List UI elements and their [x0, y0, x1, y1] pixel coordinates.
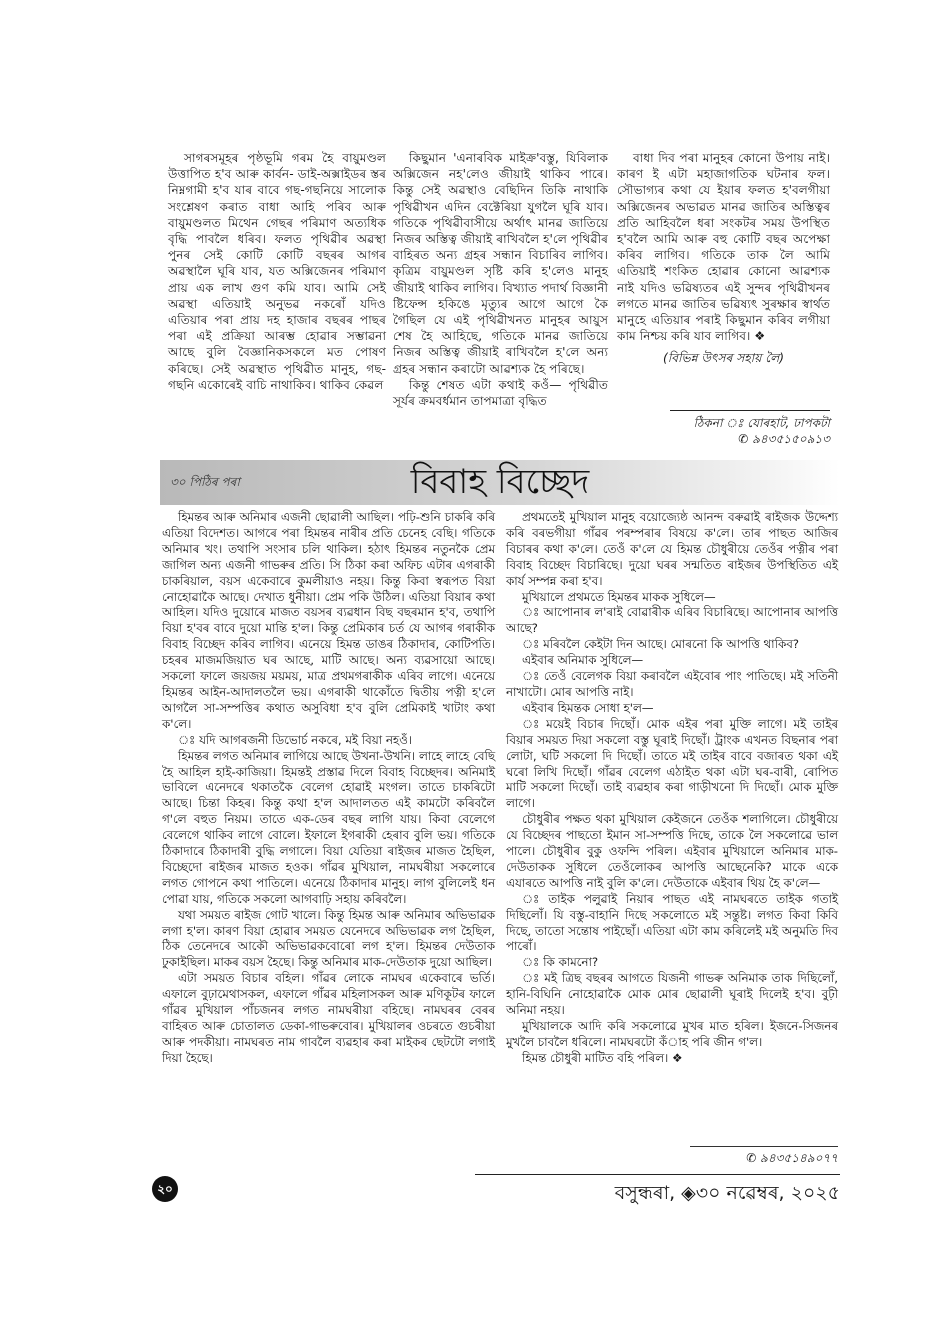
paragraph: প্ৰথমতেই মুখিয়াল মানুহ বয়োজ্যেষ্ঠ আনন্দ বৰুৱাই ৰাইজক উদ্দেশ্য কৰি বৰভগীয়া গাঁৱৰ পৰম্পৰাৰ বিষয়ে ক'লে। তাৰ পাছত আজিৰ বিচাৰৰ কথা ক'লে। তেওঁ ক'লে যে হিমন্ত চৌধুৰীয়ে তেওঁৰ পত্নীৰ পৰা বিবাহ বিচ্ছেদ বিচাৰিছে। দুয়ো ঘৰৰ সন্মতিত ৰাইজৰ উপস্থিতিত এই কাৰ্য সম্পন্ন কৰা হ'ব। — [506, 510, 838, 588]
paragraph: ঃ মই ত্ৰিছ বছৰৰ আগতে যিজনী গাভৰু অনিমাক তাক দিছিলোঁ, হানি-বিঘিনি নোহোৱাকৈ মোক মোৰ ছোৱালী ঘূৰাই দিলেই হ'ব। বুঢ়ী অনিমা নহয়। — [506, 971, 838, 1018]
paragraph: হিমন্তৰ লগত অনিমাৰ লাগিয়ে আছে উখনা-উখনি। লাহে লাহে বেছি হৈ আহিল হাই-কাজিয়া। হিমন্তই প্ৰস্তাৱ দিলে বিবাহ বিচ্ছেদৰ। অনিমাই ভাবিলে এনেদৰে থকাতকৈ বেলেগ হোৱাই মংগল। তাতে চাকৰিটো আছে। চিন্তা কিহৰ। কিন্তু কথা হ'ল আদালতত এই কামটো কৰিবলৈ গ'লে বহুত নিয়ম। তাতে এক-ডেৰ বছৰ লাগি যায়। কিবা বেলেগে বেলেগে থাকিব লাগে বোলে। ইফালে ইগৰাকী হেৰাব বুলি ভয়। গতিকে ঠিকাদাৰে ঠিকাদাৰী বুদ্ধি লগালে। বিয়া যেতিয়া ৰাইজৰ মাজত হৈছিল, বিচ্ছেদো ৰাইজৰ মাজত হওক। গাঁৱৰ মুখিয়াল, নামঘৰীয়া সকলোৰে লগত গোপনে কথা পাতিলে। এনেয়ে ঠিকাদাৰ মানুহ। লাগ বুলিলেই ধন পোৱা যায়, গতিকে সকলো আগবাঢ়ি সহায় কৰিবলৈ। — [162, 748, 495, 906]
story-column-right — [506, 510, 838, 1067]
story-title: বিবাহ বিচ্ছেদ — [410, 462, 590, 502]
author-contact — [670, 410, 830, 447]
story-column-left — [162, 510, 495, 1067]
paragraph: হিমন্তৰ আৰু অনিমাৰ এজনী ছোৱালী আছিল। পঢ়ি-শুনি চাকৰি কৰি এতিয়া বিদেশত। আগৰে পৰা হিমন্তৰ নাৰীৰ প্ৰতি চেনেহ বেছি। গতিকে অনিমাৰ খং। তথাপি সংসাৰ চলি থাকিল। হঠাৎ হিমন্তৰ নতুনকৈ প্ৰেম জাগিল অন্য এজনী গাভৰুৰ প্ৰতি। সি ঠিকা কৰা অফিচ এটাৰ এগৰাকী চাকৰিয়াল, বয়স একেবাৰে কুমলীয়াও নহয়। কিন্তু কিবা স্বৰূপত বিয়া নোহোৱাকৈ আছে। দেখাত ধুনীয়া। প্ৰেম পকি উঠিল। এতিয়া বিয়াৰ কথা আহিল। যদিও দুয়োৰে মাজত বয়সৰ ব্যৱধান বিছ বছৰমান হ'ব, তথাপি বিয়া হ'বৰ বাবে দুয়ো মান্তি হ'ল। কিন্তু প্ৰেমিকাৰ চৰ্ত যে আগৰ গৰাকীক বিবাহ বিচ্ছেদ কৰিব লাগিব। এনেয়ে হিমন্ত ডাঙৰ ঠিকাদাৰ, কোটিপতি। চহৰৰ মাজমজিয়াত ঘৰ আছে, মাটি আছে। অন্য ব্যৱসায়ো আছে। সকলো ফালে জয়জয় ময়ময়, মাত্ৰ প্ৰথমগৰাকীক এৰিব লাগে। এনেয়ে হিমন্তৰ আইন-আদালতলৈ ভয়। এগৰাকী থাকোঁতে দ্বিতীয় পত্নী হ'লে আগলৈ সা-সম্পত্তিৰ কথাত অসুবিধা হ'ব বুলি প্ৰেমিকাই খাটাং কথা ক'লে। — [162, 510, 495, 731]
paragraph: মুখিয়ালে প্ৰথমতে হিমন্তৰ মাকক সুধিলে— — [522, 589, 716, 604]
paragraph: কিছুমান 'এনাৰবিক মাইক্ৰ'বস্তু, যিবিলাক অক্সিজেন নহ'লেও জীয়াই থাকিব পাৰে। কিন্তু সেই অৱস্থাও বেছিদিন তিকি নাথাকি পৃথিৱীখন এদিন বেক্টেৰিয়া যুগলৈ ঘূৰি যাব। গতিকে পৃথিৱীবাসীয়ে অৰ্থাৎ মানৱ জাতিয়ে নিজৰ অস্তিত্ব জীয়াই ৰাখিবলৈ হ'লে পৃথিৱীৰ বাহিৰত অন্য গ্ৰহৰ সন্ধান বিচাৰিব লাগিব। কৃত্ৰিম বায়ুমণ্ডল সৃষ্টি কৰি হ'লেও মানুহ জীয়াই থাকিব লাগিব। বিখ্যাত পদাৰ্থ বিজ্ঞানী ষ্টিফেন্স হকিঙে মৃত্যুৰ আগে আগে কৈ গৈছিল যে এই পৃথিৱীখনত মানুহৰ আয়ুস শেষ হৈ আহিছে, গতিকে মানৱ জাতিয়ে নিজৰ অস্তিত্ব জীয়াই ৰাখিবলৈ হ'লে অন্য গ্ৰহৰ সন্ধান কৰাটো আৱশ্যক হৈ পৰিছে। — [393, 151, 608, 376]
paragraph: যথা সময়ত ৰাইজ গোট খালে। কিন্তু হিমন্ত আৰু অনিমাৰ অভিভাৱক লগা হ'ল। কাৰণ বিয়া হোৱাৰ সময়ত যেনেদৰে অভিভাৱক লগ হৈছিল, ঠিক তেনেদৰে আকৌ অভিভাৱকবোৰো লগ হ'ল। হিমন্তৰ দেউতাক ঢুকাইছিল। মাকৰ বয়স হৈছে। কিন্তু অনিমাৰ মাক-দেউতাক দুয়ো আছিল। — [162, 907, 495, 970]
paragraph: মুখিয়ালকে আদি কৰি সকলোৱে মুখৰ মাত হৰিল। ইজনে-সিজনৰ মুখলৈ চাবলৈ ধৰিলে। নামঘৰটো কঁাহ পৰি জীন গ'ল। — [506, 1019, 838, 1049]
paragraph: ঃ তাইক পলুৱাই নিয়াৰ পাছত এই নামঘৰতে তাইক গতাই দিছিলোঁ। যি বস্তু-বাহানি দিছে সকলোতে মই সন্তুষ্ট। লগত কিবা কিবি দিছে, তাতো সন্তোষ পাইছোঁ। এতিয়া এটা কাম কৰিলেই মই অনুমতি দিব পাৰোঁ। — [506, 891, 838, 954]
top-article-column-3 — [617, 150, 830, 367]
paragraph: এটা সময়ত বিচাৰ বহিল। গাঁৱৰ লোকে নামঘৰ একেবাৰে ভৰ্তি। এফালে বুঢ়ামেথাসকল, এফালে গাঁৱৰ মহিলাসকল আৰু মণিকূটৰ ফালে গাঁৱৰ মুখিয়াল পাঁচজনৰ লগত নামঘৰীয়া বহিছে। নামঘৰৰ বেৰৰ বাহিৰত আৰু চোতালত ডেকা-গাভৰুবোৰ। মুখিয়ালৰ ওচৰতে গুচৰীয়া আৰু পদকীয়া। নামঘৰত নাম গাবলৈ ব্যৱহাৰ কৰা মাইকৰ ছেটটো লগাই দিয়া হৈছে। — [162, 971, 495, 1065]
magazine-footer: বসুন্ধৰা, ◈৩০ নৱেম্বৰ, ২০২৫ — [475, 1174, 840, 1211]
page-number: ২০ — [152, 1176, 178, 1202]
author-address: ঠিকনা ঃ যোৰহাট, ঢাপকটা — [693, 416, 830, 430]
paragraph: কিন্তু শেষত এটা কথাই কওঁ— পৃথিৱীত সূৰ্যৰ ক্ৰমবৰ্ধমান তাপমাত্ৰা বৃদ্ধিত — [393, 377, 608, 409]
paragraph: ঃ ময়েই বিচাৰ দিছোঁ। মোক এইৰ পৰা মুক্তি লাগে। মই তাইৰ বিয়াৰ সময়ত দিয়া সকলো বস্তু ঘূৰাই দিছোঁ। ট্ৰাংক এখনত বিছনাৰ পৰা লোটা, ঘটি সকলো দি দিছোঁ। তাতে মই তাইৰ বাবে বজাৰত থকা এই ঘৰো লিখি দিছোঁ। গাঁৱৰ বেলেগ এঠাইত থকা এটা ঘৰ-বাৰী, ৰোপিত মাটি সকলো দিছোঁ। তাই ব্যৱহাৰ কৰা গাড়ীখনো দি দিছোঁ। মোক মুক্তি লাগে। — [506, 716, 838, 811]
story-author-phone: ✆ ৯৪৩৫১৪৯০৭৭ — [690, 1146, 838, 1170]
paragraph: চৌধুৰীৰ পক্ষত থকা মুখিয়াল কেইজনে তেওঁক শলাগিলে। চৌধুৰীয়ে যে বিচ্ছেদৰ পাছতো ইমান সা-সম্পত্তি দিছে, তাকে লৈ সকলোৱে ভাল পালে। চৌধুৰীৰ বুকু ওফন্দি পৰিল। এইবাৰ মুখিয়ালে অনিমাৰ মাক-দেউতাকক সুধিলে তেওঁলোকৰ আপত্তি আছেনেকি? মাকে একে এযাৰতে আপত্তি নাই বুলি ক'লে। দেউতাকে এইবাৰ থিয় হৈ ক'লে— — [506, 812, 838, 890]
paragraph: ঃ তেওঁ বেলেগক বিয়া কৰাবলৈ এইবোৰ পাং পাতিছে। মই সতিনী নাখাটো। মোৰ আপত্তি নাই। — [506, 669, 838, 699]
top-article-column-2 — [393, 150, 608, 409]
author-phone: ✆ ৯৪৩৫১৫০৯১৩ — [738, 432, 830, 446]
paragraph: এইবাৰ হিমন্তক সোধা হ'ল— — [522, 700, 654, 715]
story-banner — [160, 460, 840, 505]
paragraph: ঃ কি কামনো? — [522, 955, 599, 970]
continued-from-label: ৩০ পিঠিৰ পৰা — [170, 475, 240, 489]
paragraph: এইবাৰ অনিমাক সুধিলে— — [522, 653, 644, 668]
paragraph: বাধা দিব পৰা মানুহৰ কোনো উপায় নাই। কাৰণ ই এটা মহাজাগতিক ঘটনাৰ ফল। সৌভাগ্যৰ কথা যে ইয়াৰ ফলত হ'বলগীয়া অক্সিজেনৰ অভাৱত মানৱ জাতিৰ অস্তিত্বৰ প্ৰতি আহিবলৈ ধৰা সংকটৰ সময় উপস্থিত হ'বলৈ আমি আৰু বহু কোটি বছৰ অপেক্ষা কৰিব লাগিব। গতিকে তাক লৈ আমি এতিয়াই শংকিত হোৱাৰ কোনো আৱশ্যক নাই যদিও ভৱিষ্যতৰ এই সুন্দৰ পৃথিৱীখনৰ লগতে মানৱ জাতিৰ ভৱিষ্যৎ সুৰক্ষাৰ স্বাৰ্থত মানুহে এতিয়াৰ পৰাই কিছুমান কৰিব লগীয়া কাম নিশ্চয় কৰি যাব লাগিব। ❖ — [617, 151, 830, 344]
top-article-column-1 — [168, 150, 386, 393]
paragraph: ঃ আপোনাৰ ল'ৰাই বোৱাৰীক এৰিব বিচাৰিছে। আপোনাৰ আপত্তি আছে? — [506, 605, 838, 636]
paragraph: ঃ মৰিবলৈ কেইটা দিন আছে। মোৰনো কি আপত্তি থাকিব? — [522, 637, 800, 652]
source-credit: (বিভিন্ন উৎসৰ সহায় লৈ) — [662, 351, 785, 366]
paragraph: হিমন্ত চৌধুৰী মাটিত বহি পৰিল। ❖ — [522, 1050, 683, 1065]
paragraph: সাগৰসমূহৰ পৃষ্ঠভূমি গৰম হৈ বায়ুমণ্ডল উত্তাপিত হ'ব আৰু কাৰ্বন- ডাই-অক্সাইডৰ স্তৰ নিম্নগামী হ'ব যাৰ বাবে গছ-গছনিয়ে সালোক সংশ্লেষণ কৰাত বাধা আহি পৰিব আৰু বায়ুমণ্ডলত মিথেন গেছৰ পৰিমাণ অত্যধিক বৃদ্ধি পাবলৈ ধৰিব। ফলত পৃথিৱীৰ অৱস্থা পুনৰ সেই কোটি কোটি বছৰৰ আগৰ অৱস্থালৈ ঘূৰি যাব, যত অক্সিজেনৰ পৰিমাণ প্ৰায় এক লাখ গুণ কমি যাব। আমি সেই অৱস্থা এতিয়াই অনুভৱ নকৰোঁ যদিও এতিয়াৰ পৰা প্ৰায় দহ হাজাৰ বছৰৰ পাছৰ পৰা এই প্ৰক্ৰিয়া আৰম্ভ হোৱাৰ সম্ভাৱনা আছে বুলি বৈজ্ঞানিকসকলে মত পোষণ কৰিছে। সেই অৱস্থাত পৃথিৱীত মানুহ, গছ-গছনি একোৰেই বাচি নাথাকিব। থাকিব কেৱল — [168, 151, 386, 392]
paragraph: ঃ যদি আগৰজনী ডিভোৰ্চ নকৰে, মই বিয়া নহওঁ। — [178, 732, 412, 747]
